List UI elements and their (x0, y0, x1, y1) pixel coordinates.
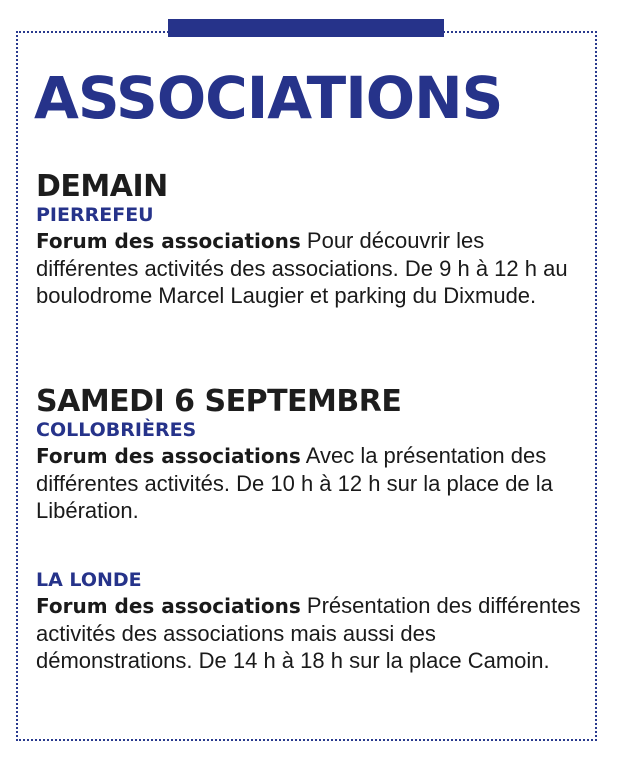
event-name: Forum des associations (36, 444, 301, 468)
section-demain (36, 170, 581, 309)
event-place: COLLOBRIÈRES (36, 419, 197, 441)
event-text (36, 592, 581, 674)
event-la-londe (36, 568, 581, 674)
event-text (36, 227, 581, 309)
event-description: Pour découvrir les différentes activités des associations. De 9 h à 12 h au boulodrome Marcel Laugier et parking du Dixmude. (36, 228, 568, 308)
event-place: LA LONDE (36, 569, 142, 591)
event-description: Présentation des différentes activités des associations mais aussi des démonstrations. De 14 h à 18 h sur la place Camoin. (36, 593, 581, 673)
event-name: Forum des associations (36, 229, 301, 253)
event-text (36, 442, 581, 524)
page-title: ASSOCIATIONS (34, 64, 503, 132)
event-description: Avec la présentation des différentes activités. De 10 h à 12 h sur la place de la Libération. (36, 443, 553, 523)
section-day: DEMAIN (36, 169, 168, 204)
header-bar (168, 19, 444, 37)
event-name: Forum des associations (36, 594, 301, 618)
section-samedi (36, 385, 581, 524)
event-place: PIERREFEU (36, 204, 154, 226)
section-day: SAMEDI 6 SEPTEMBRE (36, 384, 402, 419)
